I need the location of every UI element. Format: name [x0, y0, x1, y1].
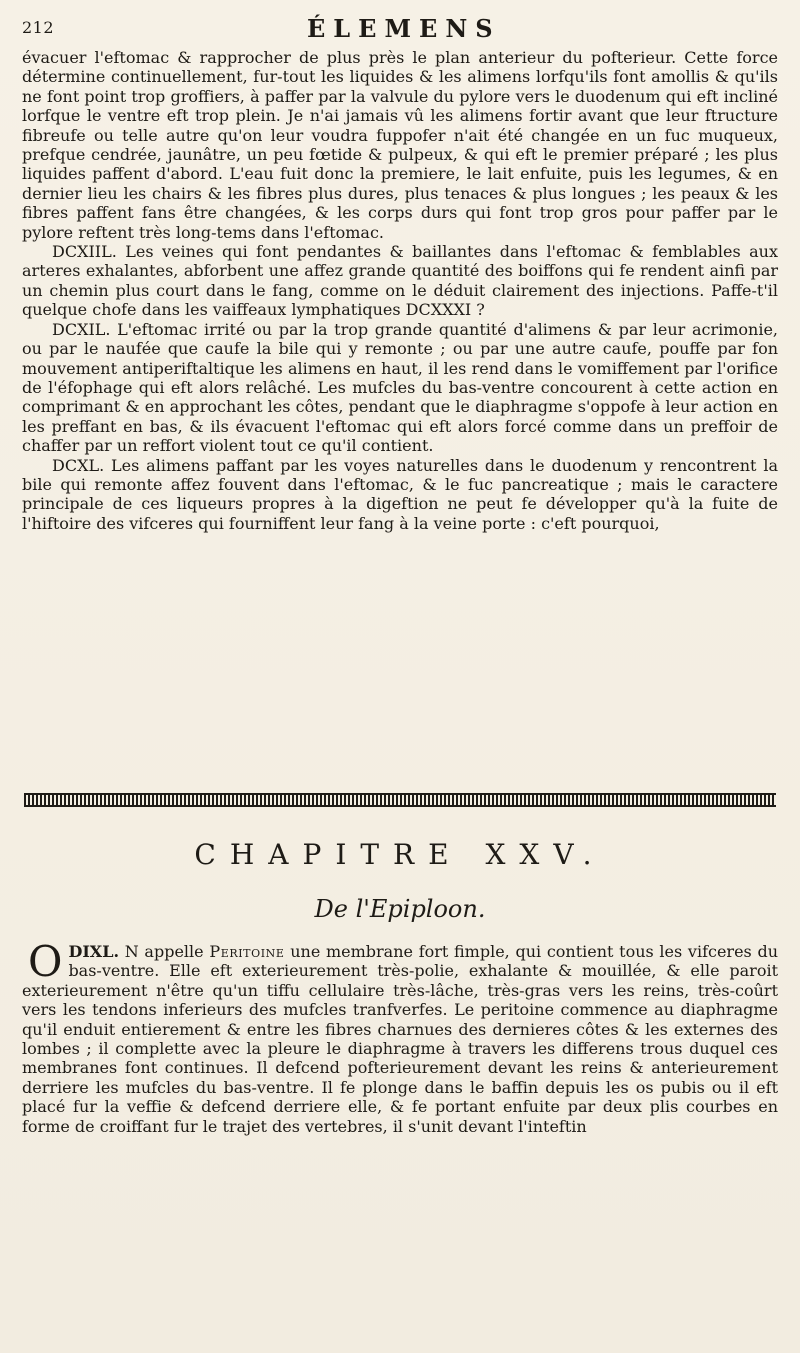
chapter-title: CHAPITRE XXV. [194, 838, 606, 871]
section-text-start: N appelle [124, 942, 210, 961]
section-dixl [22, 937, 778, 1136]
term-peritoine: Peritoine [209, 942, 285, 961]
running-title: ÉLEMENS [307, 14, 501, 43]
page-number: 212 [22, 18, 55, 37]
section-number: DIXL. [68, 942, 120, 961]
paragraph-continuation: évacuer l'eftomac & rapprocher de plus près le plan anterieur du pofterieur. Cette force détermine continuellement, fur-tout les liquides & les alimens lorfqu'ils font amollis & qu'ils ne font point trop groffiers, à paffer par la valvule du pylore vers le duodenum qui eft incliné lorfque le ventre eft trop plein. Je n'ai jamais vû les alimens fortir avant que leur ftructure fibreufe ou telle autre qu'on leur voudra fuppofer n'ait été changée en un fuc muqueux, prefque cendrée, jaunâtre, un peu fœtide & pulpeux, & qui eft le premier préparé ; les plus liquides paffent d'abord. L'eau fuit donc la premiere, le lait enfuite, puis les legumes, & en dernier lieu les chairs & les fibres plus dures, plus tenaces & plus longues ; les peaux & les fibres paffent fans être changées, & les corps durs qui font trop gros pour paffer par le pylore reftent très long-tems dans l'eftomac. [22, 48, 778, 242]
section-text: une membrane fort fimple, qui contient tous les vifceres du bas-ventre. Elle eft exterieurement très-polie, exhalante & mouillée, & elle paroit exterieurement n'être qu'un tiffu cellulaire très-lâche, très-gras vers les reins, très-coûrt vers les tendons inferieurs des mufcles tranfverfes. Le peritoine commence au diaphragme qu'il enduit entierement & entre les fibres charnues des dernieres côtes & les externes des lombes ; il complette avec la pleure le diaphragme à travers les differens trous duquel ces membranes font continues. Il defcend pofterieurement devant les reins & anterieurement derriere les mufcles du bas-ventre. Il fe plonge dans le baffin depuis les os pubis ou il eft placé fur la veffie & defcend derriere elle, & fe portant enfuite par deux plis courbes en forme de croiffant fur le trajet des vertebres, il s'unit devant l'inteftin [22, 942, 778, 1136]
paragraph-dcxiil: DCXIIL. Les veines qui font pendantes & baillantes dans l'eftomac & femblables aux arteres exhalantes, abforbent une affez grande quantité des boiffons qui fe rendent ainfi par un chemin plus court dans le fang, comme on le déduit clairement des injections. Paffe-t'il quelque chofe dans les vaiffeaux lymphatiques DCXXXI ? [22, 242, 778, 320]
chapter-subtitle: De l'Epiploon. [314, 895, 486, 923]
page-header [22, 14, 782, 46]
paragraph-dcxil: DCXIL. L'eftomac irrité ou par la trop grande quantité d'alimens & par leur acrimonie, ou par le naufée que caufe la bile qui y remonte ; ou par une autre caufe, pouffe par fon mouvement antiperiftaltique les alimens en haut, il les rend dans le vomiffement par l'orifice de l'éfophage qui eft alors relâché. Les mufcles du bas-ventre concourent à cette action en comprimant & en approchant les côtes, pendant que le diaphragme s'oppofe à leur action en les preffant en bas, & ils évacuent l'eftomac qui eft alors forcé comme dans un preffoir de chaffer par un reffort violent tout ce qu'il contient. [22, 319, 778, 456]
decorative-rule [24, 793, 776, 807]
paragraph-dixl [22, 937, 778, 1136]
drop-cap: O [28, 937, 63, 986]
paragraph-dcxl: DCXL. Les alimens paffant par les voyes naturelles dans le duodenum y rencontrent la bile qui remonte affez fouvent dans l'eftomac, & le fuc pancreatique ; mais le caractere principale de ces liqueurs propres à la digeftion ne peut fe développer qu'à la fuite de l'hiftoire des vifceres qui fourniffent leur fang à la veine porte : c'eft pourquoi, [22, 455, 778, 533]
top-body-text [22, 48, 778, 533]
